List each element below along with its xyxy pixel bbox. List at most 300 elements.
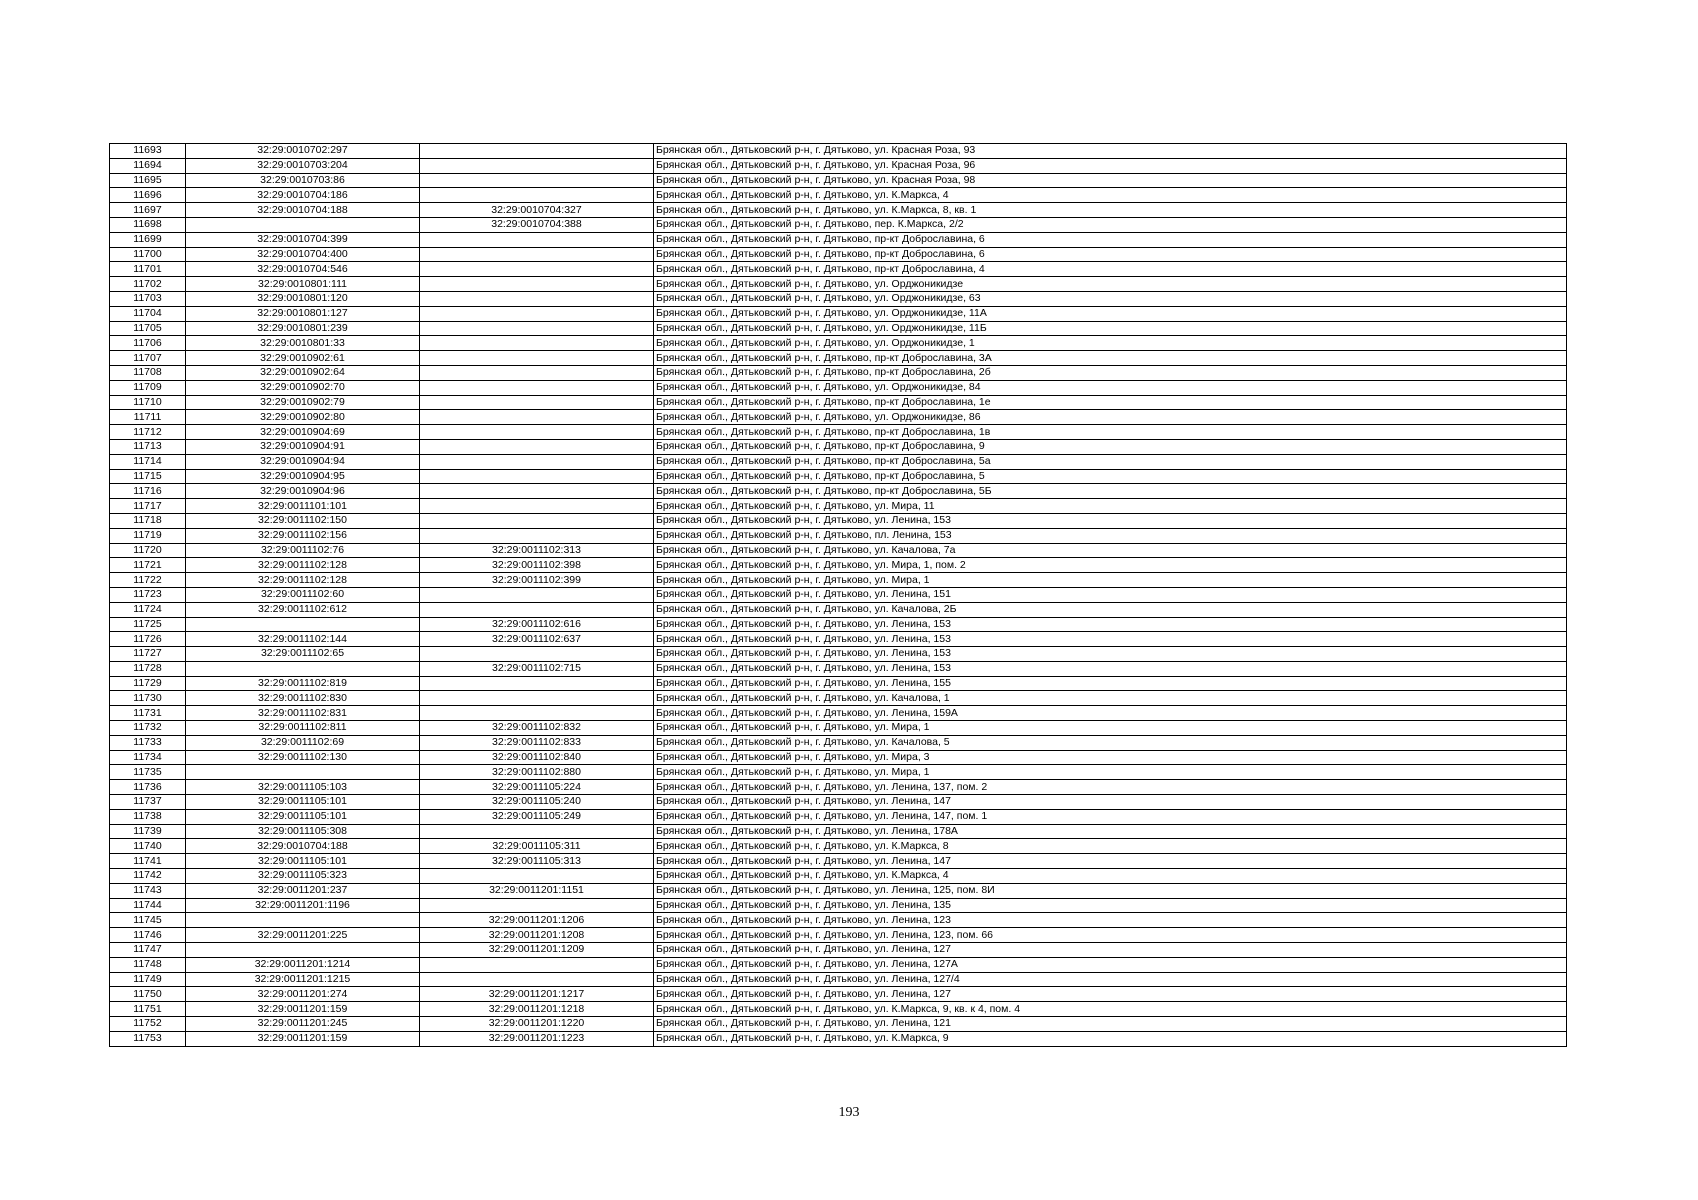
cadastral-number-cell: 32:29:0011102:150 xyxy=(186,513,420,528)
row-number-cell: 11699 xyxy=(110,232,186,247)
row-number-cell: 11735 xyxy=(110,765,186,780)
cadastral-number-cell: 32:29:0011201:1196 xyxy=(186,898,420,913)
object-cadastral-number-cell xyxy=(420,306,654,321)
row-number-cell: 11698 xyxy=(110,217,186,232)
address-cell: Брянская обл., Дятьковский р-н, г. Дятьково, ул. Орджоникидзе, 11Б xyxy=(654,321,1567,336)
address-cell: Брянская обл., Дятьковский р-н, г. Дятьково, пр-кт Доброславина, 6 xyxy=(654,247,1567,262)
object-cadastral-number-cell xyxy=(420,351,654,366)
table-row xyxy=(110,869,1567,884)
cadastral-number-cell: 32:29:0010902:64 xyxy=(186,365,420,380)
row-number-cell: 11732 xyxy=(110,721,186,736)
row-number-cell: 11753 xyxy=(110,1031,186,1046)
row-number-cell: 11694 xyxy=(110,158,186,173)
row-number-cell: 11743 xyxy=(110,883,186,898)
address-cell: Брянская обл., Дятьковский р-н, г. Дятьково, пл. Ленина, 153 xyxy=(654,528,1567,543)
table-row xyxy=(110,795,1567,810)
object-cadastral-number-cell: 32:29:0011201:1217 xyxy=(420,987,654,1002)
table-row xyxy=(110,262,1567,277)
address-cell: Брянская обл., Дятьковский р-н, г. Дятьково, ул. Качалова, 2Б xyxy=(654,602,1567,617)
cadastral-number-cell: 32:29:0011102:156 xyxy=(186,528,420,543)
table-row xyxy=(110,558,1567,573)
row-number-cell: 11717 xyxy=(110,499,186,514)
property-registry-table xyxy=(109,143,1567,1047)
cadastral-number-cell: 32:29:0011102:128 xyxy=(186,573,420,588)
address-cell: Брянская обл., Дятьковский р-н, г. Дятьково, пр-кт Доброславина, 4 xyxy=(654,262,1567,277)
address-cell: Брянская обл., Дятьковский р-н, г. Дятьково, ул. Ленина, 147, пом. 1 xyxy=(654,809,1567,824)
row-number-cell: 11701 xyxy=(110,262,186,277)
object-cadastral-number-cell xyxy=(420,824,654,839)
address-cell: Брянская обл., Дятьковский р-н, г. Дятьково, ул. Ленина, 135 xyxy=(654,898,1567,913)
row-number-cell: 11748 xyxy=(110,957,186,972)
address-cell: Брянская обл., Дятьковский р-н, г. Дятьково, ул. Красная Роза, 93 xyxy=(654,144,1567,159)
address-cell: Брянская обл., Дятьковский р-н, г. Дятьково, пр-кт Доброславина, 2б xyxy=(654,365,1567,380)
table-row xyxy=(110,957,1567,972)
object-cadastral-number-cell: 32:29:0011201:1223 xyxy=(420,1031,654,1046)
address-cell: Брянская обл., Дятьковский р-н, г. Дятьково, пр-кт Доброславина, 1е xyxy=(654,395,1567,410)
row-number-cell: 11711 xyxy=(110,410,186,425)
cadastral-number-cell: 32:29:0010704:188 xyxy=(186,203,420,218)
address-cell: Брянская обл., Дятьковский р-н, г. Дятьково, ул. Мира, 1 xyxy=(654,573,1567,588)
row-number-cell: 11749 xyxy=(110,972,186,987)
table-row xyxy=(110,217,1567,232)
row-number-cell: 11718 xyxy=(110,513,186,528)
object-cadastral-number-cell xyxy=(420,513,654,528)
cadastral-number-cell xyxy=(186,217,420,232)
row-number-cell: 11713 xyxy=(110,439,186,454)
table-row xyxy=(110,972,1567,987)
row-number-cell: 11736 xyxy=(110,780,186,795)
cadastral-number-cell: 32:29:0011102:69 xyxy=(186,735,420,750)
table-row xyxy=(110,676,1567,691)
address-cell: Брянская обл., Дятьковский р-н, г. Дятьково, ул. Качалова, 7а xyxy=(654,543,1567,558)
table-row xyxy=(110,691,1567,706)
row-number-cell: 11722 xyxy=(110,573,186,588)
table-row xyxy=(110,839,1567,854)
row-number-cell: 11706 xyxy=(110,336,186,351)
address-cell: Брянская обл., Дятьковский р-н, г. Дятьково, ул. Ленина, 155 xyxy=(654,676,1567,691)
address-cell: Брянская обл., Дятьковский р-н, г. Дятьково, ул. Ленина, 151 xyxy=(654,587,1567,602)
table-row xyxy=(110,928,1567,943)
table-row xyxy=(110,277,1567,292)
row-number-cell: 11709 xyxy=(110,380,186,395)
row-number-cell: 11704 xyxy=(110,306,186,321)
address-cell: Брянская обл., Дятьковский р-н, г. Дятьково, ул. Мира, 3 xyxy=(654,750,1567,765)
row-number-cell: 11705 xyxy=(110,321,186,336)
object-cadastral-number-cell xyxy=(420,528,654,543)
table-row xyxy=(110,499,1567,514)
object-cadastral-number-cell xyxy=(420,869,654,884)
address-cell: Брянская обл., Дятьковский р-н, г. Дятьково, ул. Мира, 1 xyxy=(654,765,1567,780)
address-cell: Брянская обл., Дятьковский р-н, г. Дятьково, ул. Ленина, 121 xyxy=(654,1017,1567,1032)
table-row xyxy=(110,750,1567,765)
table-row xyxy=(110,632,1567,647)
cadastral-number-cell: 32:29:0011102:612 xyxy=(186,602,420,617)
object-cadastral-number-cell xyxy=(420,439,654,454)
cadastral-number-cell xyxy=(186,943,420,958)
table-row xyxy=(110,1002,1567,1017)
address-cell: Брянская обл., Дятьковский р-н, г. Дятьково, ул. Ленина, 147 xyxy=(654,795,1567,810)
cadastral-number-cell xyxy=(186,913,420,928)
cadastral-number-cell: 32:29:0010904:91 xyxy=(186,439,420,454)
object-cadastral-number-cell xyxy=(420,380,654,395)
table-row xyxy=(110,439,1567,454)
table-row xyxy=(110,365,1567,380)
address-cell: Брянская обл., Дятьковский р-н, г. Дятьково, ул. Ленина, 153 xyxy=(654,632,1567,647)
address-cell: Брянская обл., Дятьковский р-н, г. Дятьково, ул. Ленина, 125, пом. 8И xyxy=(654,883,1567,898)
row-number-cell: 11700 xyxy=(110,247,186,262)
cadastral-number-cell: 32:29:0011102:76 xyxy=(186,543,420,558)
row-number-cell: 11693 xyxy=(110,144,186,159)
object-cadastral-number-cell: 32:29:0011102:616 xyxy=(420,617,654,632)
table-row xyxy=(110,306,1567,321)
address-cell: Брянская обл., Дятьковский р-н, г. Дятьково, ул. Мира, 1, пом. 2 xyxy=(654,558,1567,573)
table-row xyxy=(110,602,1567,617)
row-number-cell: 11696 xyxy=(110,188,186,203)
table-row xyxy=(110,469,1567,484)
object-cadastral-number-cell xyxy=(420,365,654,380)
row-number-cell: 11716 xyxy=(110,484,186,499)
object-cadastral-number-cell xyxy=(420,232,654,247)
object-cadastral-number-cell xyxy=(420,454,654,469)
cadastral-number-cell: 32:29:0011105:323 xyxy=(186,869,420,884)
cadastral-number-cell: 32:29:0010904:95 xyxy=(186,469,420,484)
object-cadastral-number-cell xyxy=(420,957,654,972)
row-number-cell: 11738 xyxy=(110,809,186,824)
cadastral-number-cell: 32:29:0011201:237 xyxy=(186,883,420,898)
cadastral-number-cell: 32:29:0011201:225 xyxy=(186,928,420,943)
table-row xyxy=(110,765,1567,780)
object-cadastral-number-cell xyxy=(420,676,654,691)
table-row xyxy=(110,513,1567,528)
table-row xyxy=(110,647,1567,662)
address-cell: Брянская обл., Дятьковский р-н, г. Дятьково, ул. Красная Роза, 96 xyxy=(654,158,1567,173)
address-cell: Брянская обл., Дятьковский р-н, г. Дятьково, ул. Ленина, 153 xyxy=(654,647,1567,662)
address-cell: Брянская обл., Дятьковский р-н, г. Дятьково, ул. Ленина, 123 xyxy=(654,913,1567,928)
row-number-cell: 11728 xyxy=(110,661,186,676)
page-number: 193 xyxy=(838,1105,860,1120)
address-cell: Брянская обл., Дятьковский р-н, г. Дятьково, ул. Ленина, 127А xyxy=(654,957,1567,972)
object-cadastral-number-cell xyxy=(420,484,654,499)
object-cadastral-number-cell: 32:29:0011201:1151 xyxy=(420,883,654,898)
row-number-cell: 11697 xyxy=(110,203,186,218)
cadastral-number-cell: 32:29:0011105:101 xyxy=(186,854,420,869)
cadastral-number-cell: 32:29:0010801:111 xyxy=(186,277,420,292)
table-row xyxy=(110,321,1567,336)
row-number-cell: 11750 xyxy=(110,987,186,1002)
object-cadastral-number-cell xyxy=(420,173,654,188)
row-number-cell: 11710 xyxy=(110,395,186,410)
row-number-cell: 11727 xyxy=(110,647,186,662)
object-cadastral-number-cell xyxy=(420,647,654,662)
cadastral-number-cell: 32:29:0010902:61 xyxy=(186,351,420,366)
table-row xyxy=(110,735,1567,750)
table-row xyxy=(110,351,1567,366)
object-cadastral-number-cell: 32:29:0011105:224 xyxy=(420,780,654,795)
object-cadastral-number-cell: 32:29:0011102:399 xyxy=(420,573,654,588)
table-row xyxy=(110,883,1567,898)
table-row xyxy=(110,809,1567,824)
cadastral-number-cell xyxy=(186,617,420,632)
object-cadastral-number-cell: 32:29:0010704:327 xyxy=(420,203,654,218)
cadastral-number-cell: 32:29:0011102:819 xyxy=(186,676,420,691)
registry-table-body xyxy=(110,144,1567,1047)
object-cadastral-number-cell xyxy=(420,336,654,351)
cadastral-number-cell: 32:29:0011102:128 xyxy=(186,558,420,573)
row-number-cell: 11740 xyxy=(110,839,186,854)
table-row xyxy=(110,780,1567,795)
row-number-cell: 11745 xyxy=(110,913,186,928)
cadastral-number-cell: 32:29:0010902:79 xyxy=(186,395,420,410)
object-cadastral-number-cell: 32:29:0011102:398 xyxy=(420,558,654,573)
cadastral-number-cell: 32:29:0011102:830 xyxy=(186,691,420,706)
cadastral-number-cell xyxy=(186,661,420,676)
cadastral-number-cell: 32:29:0011105:103 xyxy=(186,780,420,795)
cadastral-number-cell: 32:29:0010902:70 xyxy=(186,380,420,395)
object-cadastral-number-cell: 32:29:0011105:313 xyxy=(420,854,654,869)
table-row xyxy=(110,528,1567,543)
row-number-cell: 11719 xyxy=(110,528,186,543)
row-number-cell: 11731 xyxy=(110,706,186,721)
address-cell: Брянская обл., Дятьковский р-н, г. Дятьково, ул. Ленина, 153 xyxy=(654,617,1567,632)
table-row xyxy=(110,291,1567,306)
address-cell: Брянская обл., Дятьковский р-н, г. Дятьково, пр-кт Доброславина, 9 xyxy=(654,439,1567,454)
address-cell: Брянская обл., Дятьковский р-н, г. Дятьково, ул. Красная Роза, 98 xyxy=(654,173,1567,188)
cadastral-number-cell: 32:29:0011102:811 xyxy=(186,721,420,736)
cadastral-number-cell: 32:29:0011201:159 xyxy=(186,1031,420,1046)
cadastral-number-cell: 32:29:0010703:86 xyxy=(186,173,420,188)
row-number-cell: 11708 xyxy=(110,365,186,380)
row-number-cell: 11695 xyxy=(110,173,186,188)
row-number-cell: 11712 xyxy=(110,425,186,440)
object-cadastral-number-cell xyxy=(420,188,654,203)
address-cell: Брянская обл., Дятьковский р-н, г. Дятьково, ул. Ленина, 127/4 xyxy=(654,972,1567,987)
cadastral-number-cell: 32:29:0011102:831 xyxy=(186,706,420,721)
cadastral-number-cell: 32:29:0010704:188 xyxy=(186,839,420,854)
address-cell: Брянская обл., Дятьковский р-н, г. Дятьково, ул. Орджоникидзе xyxy=(654,277,1567,292)
row-number-cell: 11720 xyxy=(110,543,186,558)
address-cell: Брянская обл., Дятьковский р-н, г. Дятьково, ул. Ленина, 127 xyxy=(654,943,1567,958)
object-cadastral-number-cell xyxy=(420,499,654,514)
address-cell: Брянская обл., Дятьковский р-н, г. Дятьково, ул. Мира, 1 xyxy=(654,721,1567,736)
table-row xyxy=(110,380,1567,395)
row-number-cell: 11734 xyxy=(110,750,186,765)
cadastral-number-cell: 32:29:0011102:144 xyxy=(186,632,420,647)
object-cadastral-number-cell: 32:29:0011105:311 xyxy=(420,839,654,854)
address-cell: Брянская обл., Дятьковский р-н, г. Дятьково, ул. К.Маркса, 8, кв. 1 xyxy=(654,203,1567,218)
address-cell: Брянская обл., Дятьковский р-н, г. Дятьково, ул. Орджоникидзе, 86 xyxy=(654,410,1567,425)
cadastral-number-cell: 32:29:0010902:80 xyxy=(186,410,420,425)
object-cadastral-number-cell xyxy=(420,706,654,721)
cadastral-number-cell: 32:29:0010703:204 xyxy=(186,158,420,173)
table-row xyxy=(110,587,1567,602)
address-cell: Брянская обл., Дятьковский р-н, г. Дятьково, ул. Ленина, 153 xyxy=(654,513,1567,528)
object-cadastral-number-cell xyxy=(420,158,654,173)
cadastral-number-cell: 32:29:0011201:245 xyxy=(186,1017,420,1032)
row-number-cell: 11741 xyxy=(110,854,186,869)
row-number-cell: 11737 xyxy=(110,795,186,810)
address-cell: Брянская обл., Дятьковский р-н, г. Дятьково, ул. Ленина, 159А xyxy=(654,706,1567,721)
row-number-cell: 11725 xyxy=(110,617,186,632)
object-cadastral-number-cell xyxy=(420,410,654,425)
table-row xyxy=(110,173,1567,188)
object-cadastral-number-cell xyxy=(420,425,654,440)
object-cadastral-number-cell xyxy=(420,262,654,277)
object-cadastral-number-cell xyxy=(420,321,654,336)
object-cadastral-number-cell xyxy=(420,395,654,410)
table-row xyxy=(110,943,1567,958)
address-cell: Брянская обл., Дятьковский р-н, г. Дятьково, ул. Ленина, 153 xyxy=(654,661,1567,676)
row-number-cell: 11739 xyxy=(110,824,186,839)
address-cell: Брянская обл., Дятьковский р-н, г. Дятьково, ул. Качалова, 5 xyxy=(654,735,1567,750)
cadastral-number-cell: 32:29:0011201:274 xyxy=(186,987,420,1002)
cadastral-number-cell: 32:29:0010801:120 xyxy=(186,291,420,306)
cadastral-number-cell: 32:29:0010904:96 xyxy=(186,484,420,499)
row-number-cell: 11751 xyxy=(110,1002,186,1017)
address-cell: Брянская обл., Дятьковский р-н, г. Дятьково, ул. К.Маркса, 4 xyxy=(654,869,1567,884)
object-cadastral-number-cell xyxy=(420,291,654,306)
row-number-cell: 11729 xyxy=(110,676,186,691)
table-row xyxy=(110,1017,1567,1032)
cadastral-number-cell: 32:29:0011105:101 xyxy=(186,809,420,824)
row-number-cell: 11746 xyxy=(110,928,186,943)
address-cell: Брянская обл., Дятьковский р-н, г. Дятьково, ул. Орджоникидзе, 63 xyxy=(654,291,1567,306)
row-number-cell: 11703 xyxy=(110,291,186,306)
object-cadastral-number-cell: 32:29:0011102:840 xyxy=(420,750,654,765)
table-row xyxy=(110,144,1567,159)
cadastral-number-cell xyxy=(186,765,420,780)
object-cadastral-number-cell: 32:29:0011201:1218 xyxy=(420,1002,654,1017)
row-number-cell: 11702 xyxy=(110,277,186,292)
table-row xyxy=(110,913,1567,928)
table-row xyxy=(110,203,1567,218)
cadastral-number-cell: 32:29:0010801:239 xyxy=(186,321,420,336)
address-cell: Брянская обл., Дятьковский р-н, г. Дятьково, ул. Ленина, 178А xyxy=(654,824,1567,839)
table-row xyxy=(110,854,1567,869)
object-cadastral-number-cell: 32:29:0011102:715 xyxy=(420,661,654,676)
table-row xyxy=(110,232,1567,247)
row-number-cell: 11723 xyxy=(110,587,186,602)
object-cadastral-number-cell: 32:29:0011102:637 xyxy=(420,632,654,647)
row-number-cell: 11715 xyxy=(110,469,186,484)
table-row xyxy=(110,661,1567,676)
table-row xyxy=(110,706,1567,721)
address-cell: Брянская обл., Дятьковский р-н, г. Дятьково, пр-кт Доброславина, 6 xyxy=(654,232,1567,247)
object-cadastral-number-cell: 32:29:0011105:249 xyxy=(420,809,654,824)
address-cell: Брянская обл., Дятьковский р-н, г. Дятьково, ул. Качалова, 1 xyxy=(654,691,1567,706)
object-cadastral-number-cell xyxy=(420,277,654,292)
cadastral-number-cell: 32:29:0011201:159 xyxy=(186,1002,420,1017)
object-cadastral-number-cell: 32:29:0011102:833 xyxy=(420,735,654,750)
row-number-cell: 11724 xyxy=(110,602,186,617)
cadastral-number-cell: 32:29:0010704:186 xyxy=(186,188,420,203)
address-cell: Брянская обл., Дятьковский р-н, г. Дятьково, ул. Мира, 11 xyxy=(654,499,1567,514)
object-cadastral-number-cell: 32:29:0011201:1206 xyxy=(420,913,654,928)
object-cadastral-number-cell xyxy=(420,691,654,706)
table-row xyxy=(110,395,1567,410)
address-cell: Брянская обл., Дятьковский р-н, г. Дятьково, пр-кт Доброславина, 1в xyxy=(654,425,1567,440)
table-row xyxy=(110,617,1567,632)
table-row xyxy=(110,573,1567,588)
table-row xyxy=(110,454,1567,469)
table-row xyxy=(110,898,1567,913)
object-cadastral-number-cell: 32:29:0011102:832 xyxy=(420,721,654,736)
table-row xyxy=(110,484,1567,499)
address-cell: Брянская обл., Дятьковский р-н, г. Дятьково, ул. К.Маркса, 9, кв. к 4, пом. 4 xyxy=(654,1002,1567,1017)
cadastral-number-cell: 32:29:0011201:1214 xyxy=(186,957,420,972)
address-cell: Брянская обл., Дятьковский р-н, г. Дятьково, ул. К.Маркса, 9 xyxy=(654,1031,1567,1046)
address-cell: Брянская обл., Дятьковский р-н, г. Дятьково, ул. Орджоникидзе, 84 xyxy=(654,380,1567,395)
address-cell: Брянская обл., Дятьковский р-н, г. Дятьково, ул. Ленина, 123, пом. 66 xyxy=(654,928,1567,943)
cadastral-number-cell: 32:29:0011102:130 xyxy=(186,750,420,765)
cadastral-number-cell: 32:29:0011102:60 xyxy=(186,587,420,602)
object-cadastral-number-cell xyxy=(420,247,654,262)
address-cell: Брянская обл., Дятьковский р-н, г. Дятьково, пер. К.Маркса, 2/2 xyxy=(654,217,1567,232)
cadastral-number-cell: 32:29:0011105:101 xyxy=(186,795,420,810)
table-row xyxy=(110,247,1567,262)
address-cell: Брянская обл., Дятьковский р-н, г. Дятьково, ул. Ленина, 147 xyxy=(654,854,1567,869)
row-number-cell: 11721 xyxy=(110,558,186,573)
table-row xyxy=(110,425,1567,440)
row-number-cell: 11733 xyxy=(110,735,186,750)
address-cell: Брянская обл., Дятьковский р-н, г. Дятьково, ул. Орджоникидзе, 1 xyxy=(654,336,1567,351)
object-cadastral-number-cell xyxy=(420,144,654,159)
address-cell: Брянская обл., Дятьковский р-н, г. Дятьково, пр-кт Доброславина, 5Б xyxy=(654,484,1567,499)
table-row xyxy=(110,543,1567,558)
row-number-cell: 11747 xyxy=(110,943,186,958)
table-row xyxy=(110,721,1567,736)
row-number-cell: 11714 xyxy=(110,454,186,469)
address-cell: Брянская обл., Дятьковский р-н, г. Дятьково, ул. Орджоникидзе, 11А xyxy=(654,306,1567,321)
object-cadastral-number-cell xyxy=(420,587,654,602)
cadastral-number-cell: 32:29:0011101:101 xyxy=(186,499,420,514)
address-cell: Брянская обл., Дятьковский р-н, г. Дятьково, ул. Ленина, 137, пом. 2 xyxy=(654,780,1567,795)
cadastral-number-cell: 32:29:0011105:308 xyxy=(186,824,420,839)
object-cadastral-number-cell: 32:29:0011201:1220 xyxy=(420,1017,654,1032)
address-cell: Брянская обл., Дятьковский р-н, г. Дятьково, ул. К.Маркса, 4 xyxy=(654,188,1567,203)
cadastral-number-cell: 32:29:0010904:94 xyxy=(186,454,420,469)
table-row xyxy=(110,188,1567,203)
object-cadastral-number-cell: 32:29:0011102:313 xyxy=(420,543,654,558)
object-cadastral-number-cell: 32:29:0011201:1209 xyxy=(420,943,654,958)
row-number-cell: 11742 xyxy=(110,869,186,884)
cadastral-number-cell: 32:29:0010702:297 xyxy=(186,144,420,159)
address-cell: Брянская обл., Дятьковский р-н, г. Дятьково, ул. К.Маркса, 8 xyxy=(654,839,1567,854)
cadastral-number-cell: 32:29:0010801:127 xyxy=(186,306,420,321)
table-row xyxy=(110,158,1567,173)
object-cadastral-number-cell xyxy=(420,469,654,484)
cadastral-number-cell: 32:29:0010904:69 xyxy=(186,425,420,440)
table-row xyxy=(110,1031,1567,1046)
object-cadastral-number-cell: 32:29:0011102:880 xyxy=(420,765,654,780)
cadastral-number-cell: 32:29:0010801:33 xyxy=(186,336,420,351)
row-number-cell: 11752 xyxy=(110,1017,186,1032)
row-number-cell: 11730 xyxy=(110,691,186,706)
address-cell: Брянская обл., Дятьковский р-н, г. Дятьково, пр-кт Доброславина, 5 xyxy=(654,469,1567,484)
table-row xyxy=(110,824,1567,839)
cadastral-number-cell: 32:29:0011201:1215 xyxy=(186,972,420,987)
row-number-cell: 11744 xyxy=(110,898,186,913)
table-row xyxy=(110,336,1567,351)
cadastral-number-cell: 32:29:0011102:65 xyxy=(186,647,420,662)
table-row xyxy=(110,410,1567,425)
table-row xyxy=(110,987,1567,1002)
object-cadastral-number-cell: 32:29:0011201:1208 xyxy=(420,928,654,943)
cadastral-number-cell: 32:29:0010704:400 xyxy=(186,247,420,262)
address-cell: Брянская обл., Дятьковский р-н, г. Дятьково, пр-кт Доброславина, 5а xyxy=(654,454,1567,469)
object-cadastral-number-cell: 32:29:0010704:388 xyxy=(420,217,654,232)
object-cadastral-number-cell: 32:29:0011105:240 xyxy=(420,795,654,810)
address-cell: Брянская обл., Дятьковский р-н, г. Дятьково, ул. Ленина, 127 xyxy=(654,987,1567,1002)
